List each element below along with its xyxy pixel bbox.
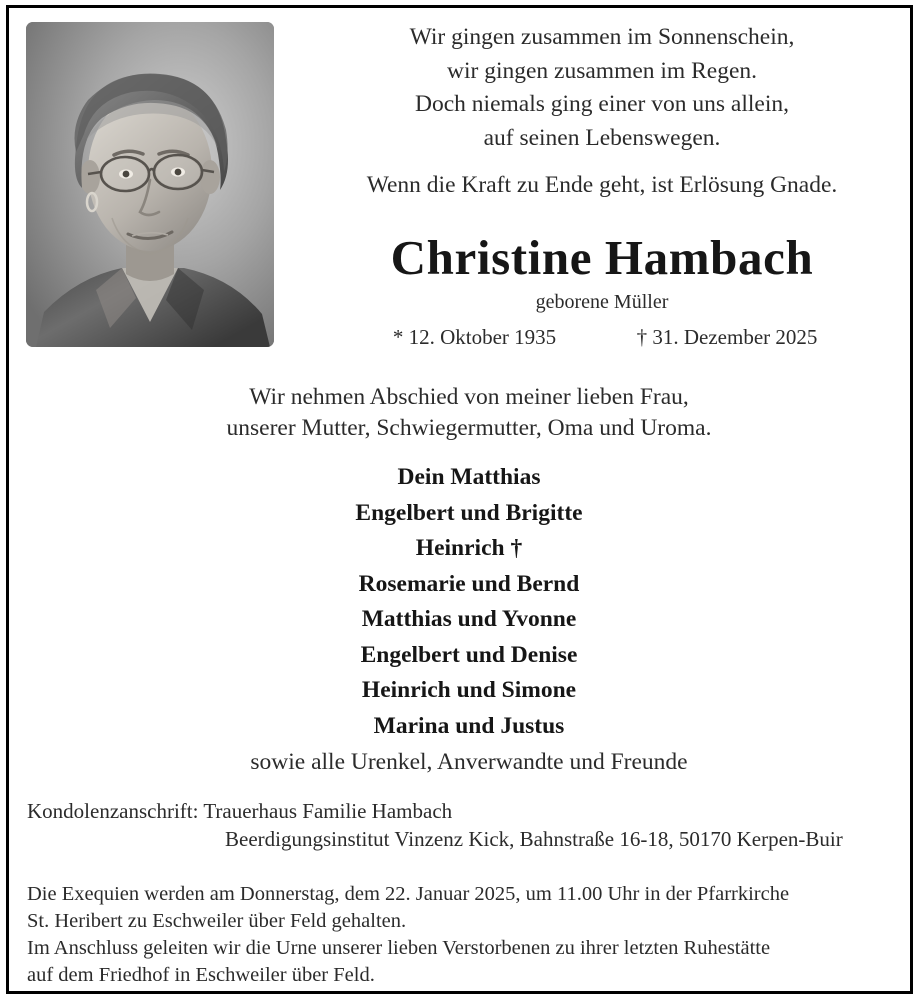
family-member: Dein Matthias bbox=[397, 464, 541, 490]
condolence-address bbox=[27, 797, 907, 853]
service-line: Die Exequien werden am Donnerstag, dem 22. Januar 2025, um 11.00 Uhr in der Pfarrkirche bbox=[27, 883, 790, 905]
family-member: Engelbert und Brigitte bbox=[355, 499, 583, 526]
farewell-line: unserer Mutter, Schwiegermutter, Oma und Uroma. bbox=[226, 415, 712, 441]
service-line: auf dem Friedhof in Eschweiler über Feld. bbox=[27, 964, 375, 986]
service-line: Im Anschluss geleiten wir die Urne unserer lieben Verstorbenen zu ihrer letzten Ruhestätte bbox=[27, 937, 771, 959]
funeral-home-line: Beerdigungsinstitut Vinzenz Kick, Bahnstraße 16-18, 50170 Kerpen-Buir bbox=[225, 827, 843, 851]
family-names-list bbox=[69, 460, 869, 779]
condolence-line: Kondolenzanschrift: Trauerhaus Familie Hambach bbox=[27, 799, 453, 823]
deceased-name: Christine Hambach bbox=[390, 230, 814, 285]
poem-line: wir gingen zusammen im Regen. bbox=[447, 57, 757, 84]
family-member: Heinrich und Simone bbox=[361, 677, 577, 703]
farewell-message bbox=[69, 382, 869, 444]
poem-line: Wir gingen zusammen im Sonnenschein, bbox=[409, 24, 795, 50]
birth-date: * 12. Oktober 1935 bbox=[392, 325, 557, 349]
family-member: Matthias und Yvonne bbox=[361, 606, 577, 632]
deceased-name-block bbox=[292, 230, 912, 350]
family-member: Heinrich † bbox=[415, 535, 523, 561]
funeral-service-info bbox=[27, 881, 907, 989]
family-member: Marina und Justus bbox=[373, 712, 565, 739]
family-others: sowie alle Urenkel, Anverwandte und Freunde bbox=[250, 749, 688, 775]
poem-line: Doch niemals ging einer von uns allein, bbox=[415, 91, 789, 117]
service-line: St. Heribert zu Eschweiler über Feld gehalten. bbox=[27, 910, 407, 932]
death-date: † 31. Dezember 2025 bbox=[636, 325, 818, 349]
notice-border-frame bbox=[6, 5, 913, 994]
poem-spacer bbox=[292, 155, 912, 169]
portrait-image bbox=[26, 22, 274, 347]
portrait-photo bbox=[26, 22, 274, 347]
poem-closing-line: Wenn die Kraft zu Ende geht, ist Erlösung Gnade. bbox=[366, 172, 838, 198]
life-dates bbox=[292, 324, 912, 350]
poem-line: auf seinen Lebenswegen. bbox=[483, 124, 721, 151]
family-member: Engelbert und Denise bbox=[360, 641, 578, 668]
family-member: Rosemarie und Bernd bbox=[358, 570, 580, 597]
memorial-poem bbox=[292, 21, 912, 202]
farewell-line: Wir nehmen Abschied von meiner lieben Frau, bbox=[249, 384, 689, 410]
deceased-maiden-name: geborene Müller bbox=[535, 291, 669, 313]
